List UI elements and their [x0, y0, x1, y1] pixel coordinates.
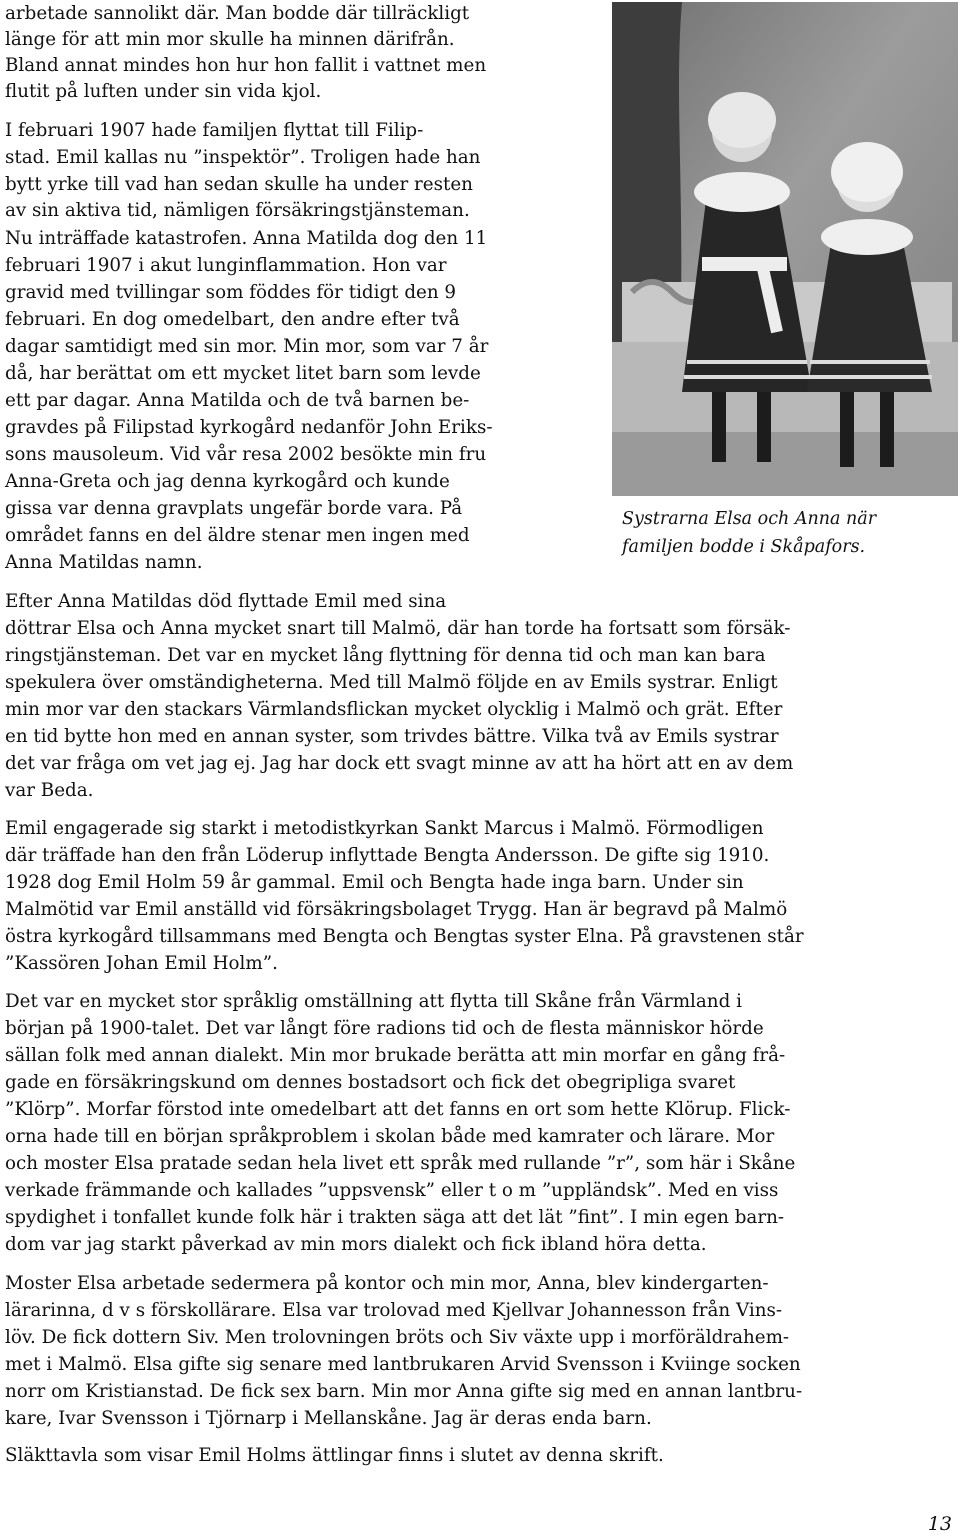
text-line: stad. Emil kallas nu ”inspektör”. Troligen hade han [5, 147, 481, 168]
text-line: Bland annat mindes hon hur hon fallit i vattnet men [5, 55, 487, 76]
text-line: området fanns en del äldre stenar men ingen med [5, 525, 470, 546]
text-line: det var fråga om vet jag ej. Jag har dock ett svagt minne av att ha hört att en av dem [5, 753, 794, 774]
text-line: Anna-Greta och jag denna kyrkogård och kunde [5, 471, 450, 492]
text-line: länge för att min mor skulle ha minnen därifrån. [5, 29, 455, 50]
text-line: gravdes på Filipstad kyrkogård nedanför John Eriks- [5, 417, 493, 438]
text-line: sons mausoleum. Vid vår resa 2002 besökte min fru [5, 444, 487, 465]
text-line: Nu inträffade katastrofen. Anna Matilda dog den 11 [5, 228, 488, 249]
text-line: Det var en mycket stor språklig omställning att flytta till Skåne från Värmland i [5, 991, 742, 1012]
text-line: arbetade sannolikt där. Man bodde där tillräckligt [5, 3, 470, 24]
text-line: kare, Ivar Svensson i Tjörnarp i Mellanskåne. Jag är deras enda barn. [5, 1408, 652, 1429]
text-line: orna hade till en början språkproblem i skolan både med kamrater och lärare. Mor [5, 1126, 775, 1147]
text-line: var Beda. [5, 780, 94, 801]
text-line: Emil engagerade sig starkt i metodistkyrkan Sankt Marcus i Malmö. Förmodligen [5, 818, 764, 839]
text-line: februari. En dog omedelbart, den andre efter två [5, 309, 460, 330]
text-line: och moster Elsa pratade sedan hela livet ett språk med rullande ”r”, som här i Skåne [5, 1153, 796, 1174]
text-line: ringstjänsteman. Det var en mycket lång flyttning för denna tid och man kan bara [5, 645, 766, 666]
text-line: löv. De fick dottern Siv. Men trolovningen bröts och Siv växte upp i morföräldrahem- [5, 1327, 790, 1348]
text-line: gravid med tvillingar som föddes för tidigt den 9 [5, 282, 457, 303]
text-line: dagar samtidigt med sin mor. Min mor, som var 7 år [5, 336, 489, 357]
text-line: met i Malmö. Elsa gifte sig senare med lantbrukaren Arvid Svensson i Kviinge socken [5, 1354, 801, 1375]
text-line: spydighet i tonfallet kunde folk här i trakten säga att det lät ”fint”. I min egen barn- [5, 1207, 785, 1228]
text-line: gade en försäkringskund om dennes bostadsort och fick det obegripliga svaret [5, 1072, 736, 1093]
text-line: dom var jag starkt påverkad av min mors dialekt och fick ibland höra detta. [5, 1234, 707, 1255]
text-line: sällan folk med annan dialekt. Min mor brukade berätta att min morfar en gång frå- [5, 1045, 786, 1066]
text-line: ”Klörp”. Morfar förstod inte omedelbart att det fanns en ort som hette Klörup. Flick- [5, 1099, 791, 1120]
text-line: lärarinna, d v s förskollärare. Elsa var trolovad med Kjellvar Johannesson från Vins- [5, 1300, 783, 1321]
page-number: 13 [927, 1513, 952, 1535]
text-line: Anna Matildas namn. [5, 552, 203, 573]
text-line: östra kyrkogård tillsammans med Bengta och Bengtas syster Elna. På gravstenen står [5, 926, 804, 947]
text-line: Släkttavla som visar Emil Holms ättlingar finns i slutet av denna skrift. [5, 1445, 664, 1466]
text-line: ett par dagar. Anna Matilda och de två barnen be- [5, 390, 470, 411]
text-line: Malmötid var Emil anställd vid försäkringsbolaget Trygg. Han är begravd på Malmö [5, 899, 788, 920]
text-line: döttrar Elsa och Anna mycket snart till Malmö, där han torde ha fortsatt som försäk- [5, 618, 791, 639]
text-line: verkade främmande och kallades ”uppsvensk” eller t o m ”uppländsk”. Med en viss [5, 1180, 779, 1201]
text-line: början på 1900-talet. Det var långt före radions tid och de flesta människor hörde [5, 1018, 764, 1039]
text-line: då, har berättat om ett mycket litet barn som levde [5, 363, 481, 384]
text-line: ”Kassören Johan Emil Holm”. [5, 953, 278, 974]
text-line: spekulera över omständigheterna. Med till Malmö följde en av Emils systrar. Enligt [5, 672, 778, 693]
sisters-photograph [612, 2, 958, 496]
text-line: I februari 1907 hade familjen flyttat till Filip- [5, 120, 424, 141]
text-line: Moster Elsa arbetade sedermera på kontor och min mor, Anna, blev kindergarten- [5, 1273, 769, 1294]
photo-caption-line: Systrarna Elsa och Anna när [622, 509, 877, 529]
text-line: gissa var denna gravplats ungefär borde vara. På [5, 498, 463, 519]
text-line: av sin aktiva tid, nämligen försäkringstjänsteman. [5, 200, 470, 221]
photo-caption-line: familjen bodde i Skåpafors. [622, 537, 866, 557]
text-line: en tid bytte hon med en annan syster, som trivdes bättre. Vilka två av Emils systrar [5, 726, 779, 747]
text-line: februari 1907 i akut lunginflammation. Hon var [5, 255, 447, 276]
text-line: min mor var den stackars Värmlandsflickan mycket olycklig i Malmö och grät. Efter [5, 699, 783, 720]
text-line: 1928 dog Emil Holm 59 år gammal. Emil och Bengta hade inga barn. Under sin [5, 872, 744, 893]
text-line: flutit på luften under sin vida kjol. [5, 81, 322, 102]
text-line: Efter Anna Matildas död flyttade Emil med sina [5, 591, 447, 612]
text-line: bytt yrke till vad han sedan skulle ha under resten [5, 174, 473, 195]
text-line: där träffade han den från Löderup inflyttade Bengta Andersson. De gifte sig 1910. [5, 845, 770, 866]
text-line: norr om Kristianstad. De fick sex barn. Min mor Anna gifte sig med en annan lantbru- [5, 1381, 803, 1402]
